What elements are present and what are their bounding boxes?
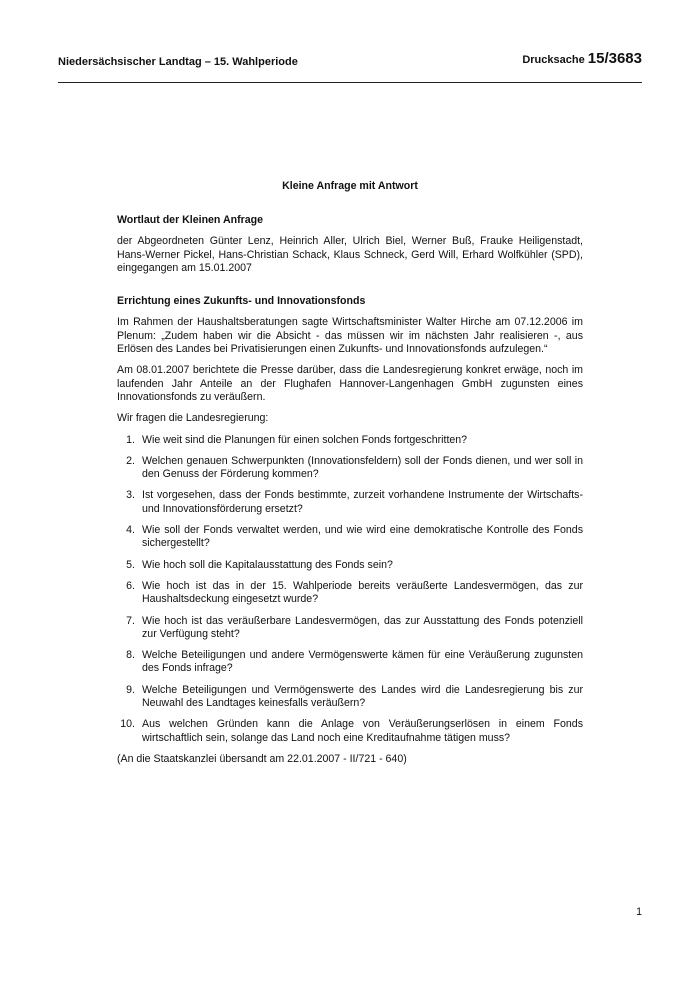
questions-intro: Wir fragen die Landesregierung: bbox=[117, 412, 269, 425]
question-number: 3. bbox=[126, 489, 135, 502]
drucksache-header bbox=[522, 50, 642, 67]
question-number: 2. bbox=[126, 454, 135, 467]
question-text: Wie weit sind die Planungen für einen solchen Fonds fortgeschritten? bbox=[142, 433, 468, 446]
question-item bbox=[117, 489, 583, 516]
topic-heading: Errichtung eines Zukunfts- und Innovationsfonds bbox=[117, 295, 366, 308]
header-divider bbox=[58, 82, 642, 83]
question-text: Wie hoch ist das veräußerbare Landesvermögen, das zur Ausstattung des Fonds potenziell zur Verfügung steht? bbox=[142, 614, 583, 640]
question-list bbox=[117, 434, 583, 745]
question-number: 4. bbox=[126, 524, 135, 537]
question-number: 7. bbox=[126, 614, 135, 627]
question-number: 8. bbox=[126, 649, 135, 662]
question-text: Welchen genauen Schwerpunkten (Innovationsfeldern) soll der Fonds dienen, und wer soll in den Genuss der Förderung kommen? bbox=[142, 454, 583, 481]
question-number: 9. bbox=[126, 683, 135, 696]
topic-paragraph-2: Am 08.01.2007 berichtete die Presse darüber, dass die Landesregierung konkret erwäge, noch im laufenden Jahr Anteile an der Flughafen Hannover-Langenhagen GmbH zugunsten eines Innovationsfonds zu veräußern. bbox=[117, 364, 583, 403]
question-item bbox=[117, 649, 583, 676]
question-text: Aus welchen Gründen kann die Anlage von Veräußerungserlösen in einem Fonds wirtschaftlich sein, solange das Land noch eine Kreditaufnahme tätigen muss? bbox=[142, 718, 583, 744]
question-item bbox=[117, 580, 583, 607]
question-item bbox=[117, 455, 583, 482]
question-number: 10. bbox=[120, 718, 135, 731]
question-number: 1. bbox=[126, 433, 135, 446]
drucksache-number: 15/3683 bbox=[587, 50, 642, 67]
page-number: 1 bbox=[636, 906, 642, 918]
wortlaut-text: der Abgeordneten Günter Lenz, Heinrich Aller, Ulrich Biel, Werner Buß, Frauke Heiligenstadt, Hans-Werner Pickel, Hans-Christian Schack, Klaus Schneck, Gerd Will, Erhard Wolfkühler (SPD), eingegangen am 15.01.2007 bbox=[117, 235, 583, 274]
question-text: Welche Beteiligungen und andere Vermögenswerte kämen für eine Veräußerung zugunsten des Fonds infrage? bbox=[142, 649, 583, 675]
question-item bbox=[117, 434, 583, 447]
question-number: 6. bbox=[126, 579, 135, 592]
question-text: Welche Beteiligungen und Vermögenswerte des Landes wird die Landesregierung bis zur Neuwahl des Landtages keinesfalls veräußern? bbox=[142, 683, 583, 710]
question-item bbox=[117, 559, 583, 572]
document-title: Kleine Anfrage mit Antwort bbox=[282, 180, 418, 192]
question-text: Wie soll der Fonds verwaltet werden, und wie wird eine demokratische Kontrolle des Fonds sichergestellt? bbox=[142, 524, 583, 550]
wortlaut-heading: Wortlaut der Kleinen Anfrage bbox=[117, 214, 263, 226]
topic-paragraph-1: Im Rahmen der Haushaltsberatungen sagte Wirtschaftsminister Walter Hirche am 07.12.2006 im Plenum: „Zudem haben wir die Absicht - das müssen wir im nächsten Jahr realisieren -, aus Erlösen des Landes bei Privatisierungen einen Zukunfts- und Innovationsfonds aufzulegen.“ bbox=[117, 316, 583, 356]
question-text: Wie hoch soll die Kapitalausstattung des Fonds sein? bbox=[142, 558, 393, 571]
drucksache-label: Drucksache bbox=[522, 54, 585, 66]
question-item bbox=[117, 615, 583, 642]
question-text: Ist vorgesehen, dass der Fonds bestimmte, zurzeit vorhandene Instrumente der Wirtschafts- und Innovationsförderung ersetzt? bbox=[142, 489, 583, 515]
question-number: 5. bbox=[126, 558, 135, 571]
question-item bbox=[117, 524, 583, 551]
parliament-header: Niedersächsischer Landtag – 15. Wahlperiode bbox=[58, 56, 298, 68]
document-body bbox=[117, 214, 583, 774]
transmission-note: (An die Staatskanzlei übersandt am 22.01.2007 - II/721 - 640) bbox=[117, 752, 407, 765]
question-text: Wie hoch ist das in der 15. Wahlperiode bereits veräußerte Landesvermögen, das zur Haushaltsdeckung eingesetzt wurde? bbox=[142, 579, 583, 606]
question-item bbox=[117, 684, 583, 711]
question-item bbox=[117, 718, 583, 745]
